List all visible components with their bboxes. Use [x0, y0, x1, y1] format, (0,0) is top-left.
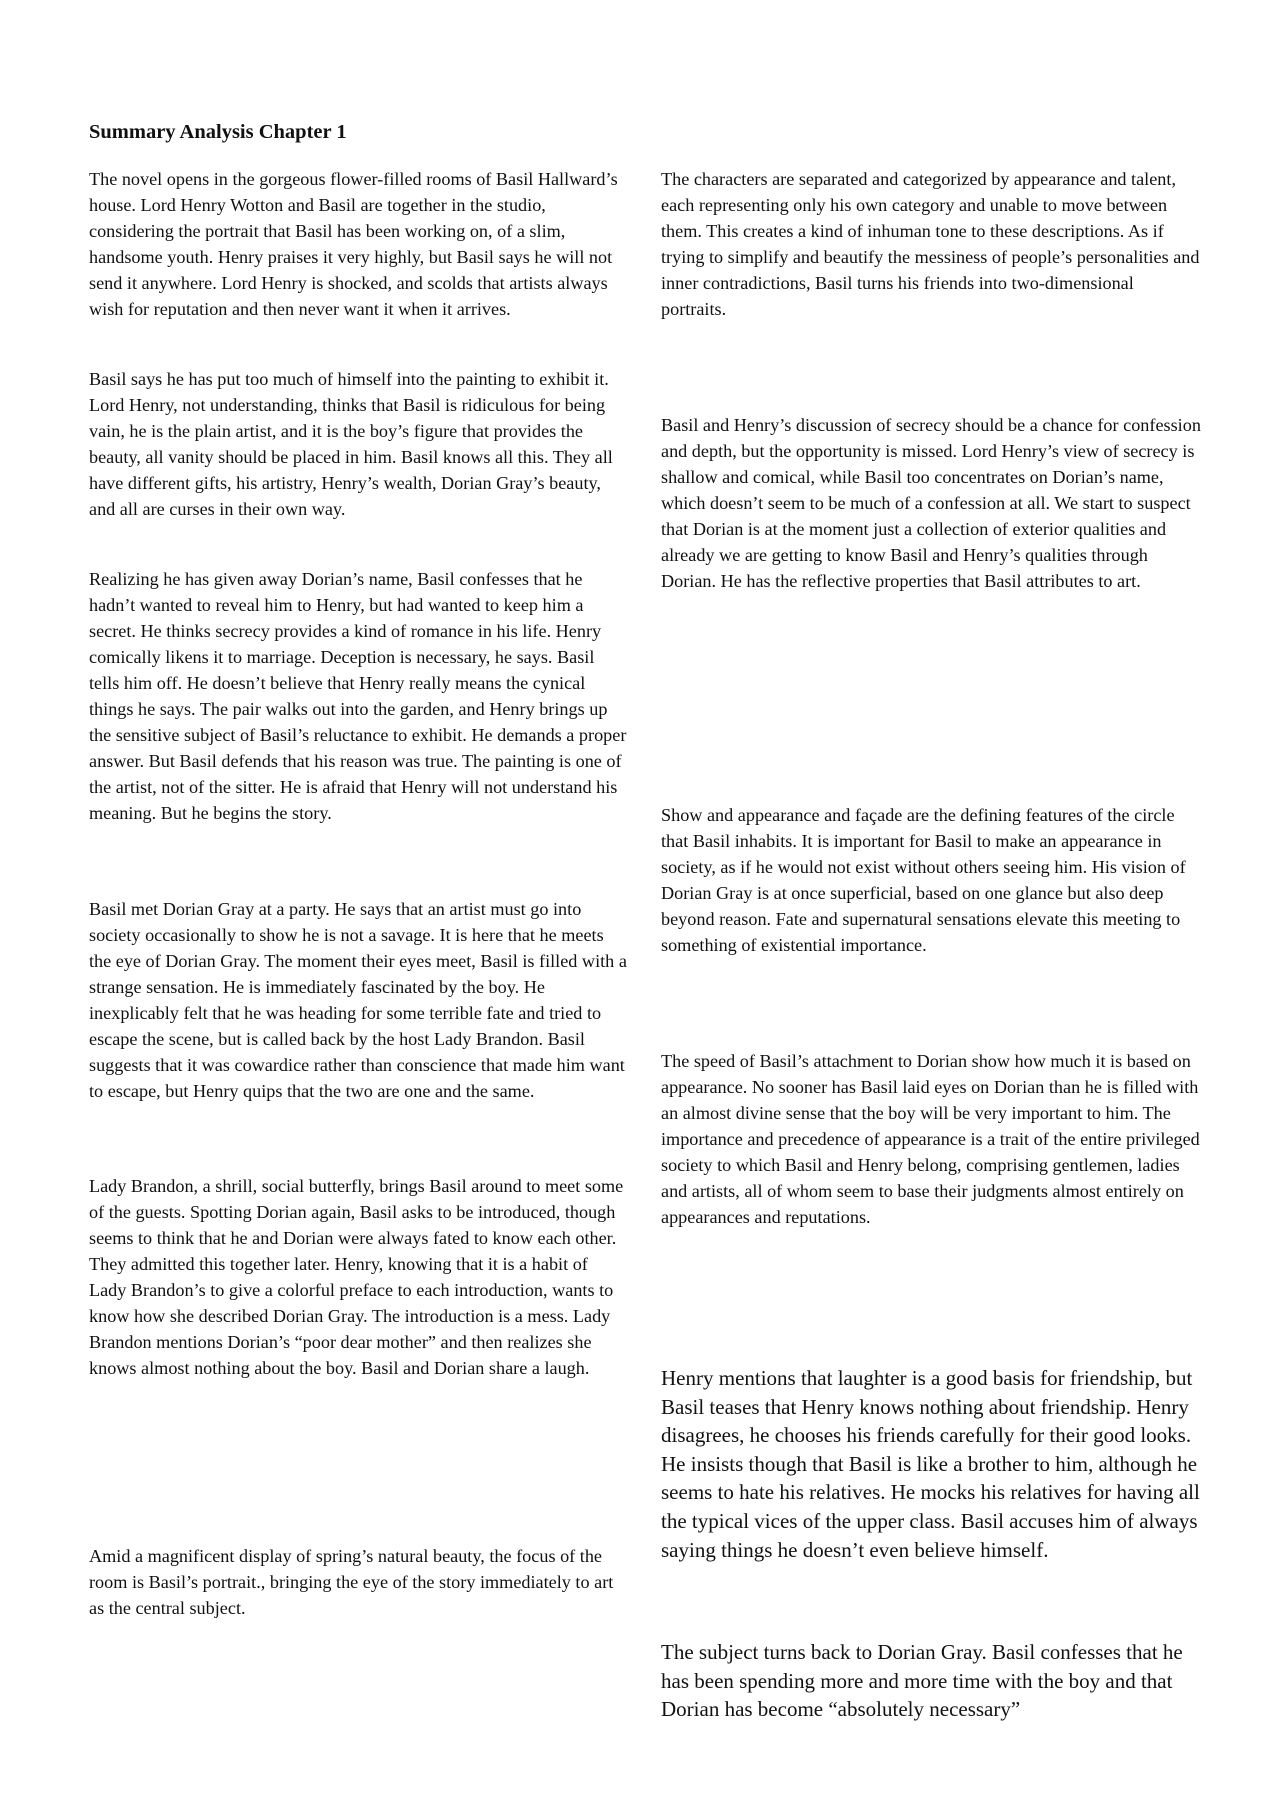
left-paragraph-1: The novel opens in the gorgeous flower-filled rooms of Basil Hallward’s house. Lord Henry Wotton and Basil are together in the studio, considering the portrait that Basil has been working on, of a slim, handsome youth. Henry praises it very highly, but Basil says he will not send it anywhere. Lord Henry is shocked, and scolds that artists always wish for reputation and then never want it when it arrives.	[89, 169, 618, 319]
page-title: Summary Analysis Chapter 1	[89, 121, 347, 143]
right-paragraph-3: Show and appearance and façade are the defining features of the circle that Basil inhabits. It is important for Basil to make an appearance in society, as if he would not exist without others seeing him. His vision of Dorian Gray is at once superficial, based on one glance but also deep beyond reason. Fate and supernatural sensations elevate this meeting to something of existential importance.	[661, 805, 1186, 955]
left-paragraph-3: Realizing he has given away Dorian’s name, Basil confesses that he hadn’t wanted to reveal him to Henry, but had wanted to keep him a secret. He thinks secrecy provides a kind of romance in his life. Henry comically likens it to marriage. Deception is necessary, he says. Basil tells him off. He doesn’t believe that Henry really means the cynical things he says. The pair walks out into the garden, and Henry brings up the sensitive subject of Basil’s reluctance to exhibit. He demands a proper answer. But Basil defends that his reason was true. The painting is one of the artist, not of the sitter. He is afraid that Henry will not understand his meaning. But he begins the story.	[89, 569, 627, 823]
right-paragraph-1: The characters are separated and categorized by appearance and talent, each representing only his own category and unable to move between them. This creates a kind of inhuman tone to these descriptions. As if trying to simplify and beautify the messiness of people’s personalities and inner contradictions, Basil turns his friends into two-dimensional portraits.	[661, 169, 1200, 319]
right-paragraph-6: The subject turns back to Dorian Gray. Basil confesses that he has been spending more and more time with the boy and that Dorian has become “absolutely necessary”	[661, 1640, 1183, 1722]
right-paragraph-2: Basil and Henry’s discussion of secrecy should be a chance for confession and depth, but the opportunity is missed. Lord Henry’s view of secrecy is shallow and comical, while Basil too concentrates on Dorian’s name, which doesn’t seem to be much of a confession at all. We start to suspect that Dorian is at the moment just a collection of exterior qualities and already we are getting to know Basil and Henry’s qualities through Dorian. He has the reflective properties that Basil attributes to art.	[661, 415, 1201, 591]
left-paragraph-5: Lady Brandon, a shrill, social butterfly, brings Basil around to meet some of the guests. Spotting Dorian again, Basil asks to be introduced, though seems to think that he and Dorian were always fated to know each other. They admitted this together later. Henry, knowing that it is a habit of Lady Brandon’s to give a colorful preface to each introduction, wants to know how she described Dorian Gray. The introduction is a mess. Lady Brandon mentions Dorian’s “poor dear mother” and then realizes she knows almost nothing about the boy. Basil and Dorian share a laugh.	[89, 1176, 624, 1378]
left-paragraph-4: Basil met Dorian Gray at a party. He says that an artist must go into society occasionally to show he is not a savage. It is here that he meets the eye of Dorian Gray. The moment their eyes meet, Basil is filled with a strange sensation. He is immediately fascinated by the boy. He inexplicably felt that he was heading for some terrible fate and tried to escape the scene, but is called back by the host Lady Brandon. Basil suggests that it was cowardice rather than conscience that made him want to escape, but Henry quips that the two are one and the same.	[89, 899, 627, 1101]
right-paragraph-4: The speed of Basil’s attachment to Dorian show how much it is based on appearance. No sooner has Basil laid eyes on Dorian than he is filled with an almost divine sense that the boy will be very important to him. The importance and precedence of appearance is a trait of the entire privileged society to which Basil and Henry belong, comprising gentlemen, ladies and artists, all of whom seem to base their judgments almost entirely on appearances and reputations.	[661, 1051, 1200, 1227]
left-paragraph-2: Basil says he has put too much of himself into the painting to exhibit it. Lord Henry, not understanding, thinks that Basil is ridiculous for being vain, he is the plain artist, and it is the boy’s figure that provides the beauty, all vanity should be placed in him. Basil knows all this. They all have different gifts, his artistry, Henry’s wealth, Dorian Gray’s beauty, and all are curses in their own way.	[89, 369, 613, 519]
right-paragraph-5: Henry mentions that laughter is a good basis for friendship, but Basil teases that Henry knows nothing about friendship. Henry disagrees, he chooses his friends carefully for their good looks. He insists though that Basil is like a brother to him, although he seems to hate his relatives. He mocks his relatives for having all the typical vices of the upper class. Basil accuses him of always saying things he doesn’t even believe himself.	[661, 1366, 1200, 1562]
left-paragraph-6: Amid a magnificent display of spring’s natural beauty, the focus of the room is Basil’s portrait., bringing the eye of the story immediately to art as the central subject.	[89, 1546, 614, 1618]
